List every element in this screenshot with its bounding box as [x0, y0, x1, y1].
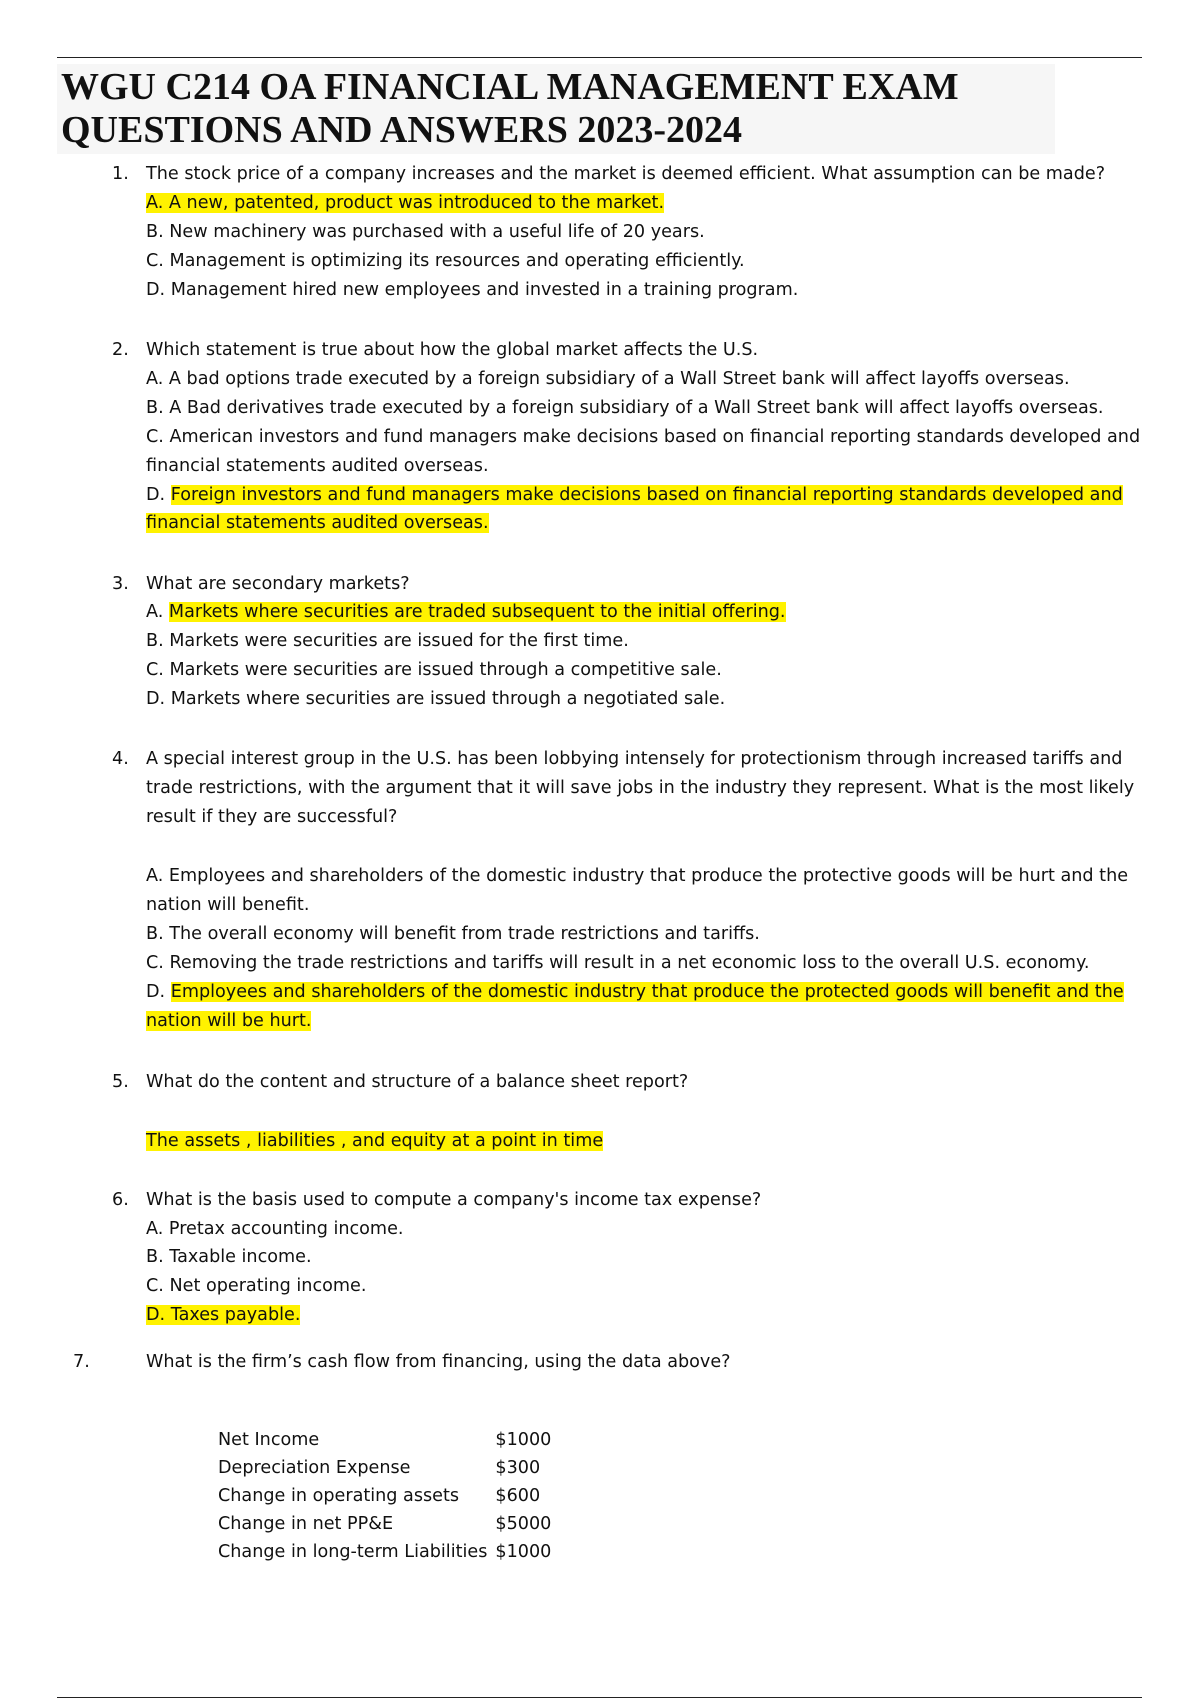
table-row [218, 1538, 551, 1566]
highlighted-answer: financial statements audited overseas. [146, 513, 489, 533]
question-text: The stock price of a company increases and the market is deemed efficient. What assumption can be made? [146, 164, 1106, 184]
bottom-rule [57, 1697, 1142, 1698]
question-text-line-2: trade restrictions, with the argument that it will save jobs in the industry they represent. What is the most likely [146, 778, 1135, 798]
highlighted-answer: Markets where securities are traded subsequent to the initial offering. [168, 602, 786, 622]
row-value: $600 [495, 1486, 541, 1506]
option-d-line-1 [146, 481, 1146, 509]
table-row [218, 1482, 551, 1510]
option-b: B. Taxable income. [146, 1247, 312, 1267]
highlighted-answer: Foreign investors and fund managers make decisions based on financial reporting standards developed and [170, 485, 1123, 505]
option-b: B. Markets were securities are issued for the first time. [146, 631, 629, 651]
top-rule [57, 57, 1142, 58]
option-c-line-2: financial statements audited overseas. [146, 456, 489, 476]
option-d-line-2 [146, 1007, 1146, 1035]
option-d: D. Management hired new employees and invested in a training program. [146, 280, 799, 300]
question-text-line-1: A special interest group in the U.S. has been lobbying intensely for protectionism through increased tariffs and [146, 749, 1123, 769]
question-text: What is the firm’s cash flow from financing, using the data above? [146, 1352, 731, 1372]
question-number: 1. [112, 164, 129, 184]
option-c: C. Management is optimizing its resources and operating efficiently. [146, 251, 745, 271]
option-c: C. Removing the trade restrictions and tariffs will result in a net economic loss to the overall U.S. economy. [146, 953, 1090, 973]
option-c: C. Markets were securities are issued through a competitive sale. [146, 660, 722, 680]
question-text: What are secondary markets? [146, 574, 410, 594]
option-c-line-1: C. American investors and fund managers make decisions based on financial reporting standards developed and [146, 427, 1141, 447]
row-label: Net Income [218, 1430, 320, 1450]
option-a: A. Pretax accounting income. [146, 1219, 404, 1239]
question-number: 6. [112, 1190, 129, 1210]
question-text: Which statement is true about how the global market affects the U.S. [146, 340, 759, 360]
question-number: 4. [112, 749, 129, 769]
financial-data-table [218, 1426, 551, 1566]
row-value: $5000 [495, 1514, 552, 1534]
question-number: 7. [73, 1352, 90, 1372]
option-c: C. Net operating income. [146, 1276, 367, 1296]
option-letter: D. [146, 485, 166, 505]
option-letter: D. [146, 982, 166, 1002]
question-text-line-3: result if they are successful? [146, 807, 398, 827]
option-a: A. A bad options trade executed by a foreign subsidiary of a Wall Street bank will affect layoffs overseas. [146, 369, 1070, 389]
table-row [218, 1454, 551, 1482]
page-title: WGU C214 OA FINANCIAL MANAGEMENT EXAM QUESTIONS AND ANSWERS 2023-2024 [57, 64, 1055, 154]
table-row [218, 1426, 551, 1454]
highlighted-answer: The assets , liabilities , and equity at a point in time [146, 1131, 604, 1151]
question-text: What do the content and structure of a balance sheet report? [146, 1072, 689, 1092]
option-letter: A. [146, 602, 164, 622]
highlighted-answer: Employees and shareholders of the domestic industry that produce the protected goods will benefit and the [170, 982, 1124, 1002]
row-label: Change in operating assets [218, 1486, 460, 1506]
row-value: $1000 [495, 1430, 552, 1450]
question-number: 5. [112, 1072, 129, 1092]
option-a [146, 598, 1146, 626]
row-value: $1000 [495, 1542, 552, 1562]
answer [146, 1127, 1146, 1155]
row-label: Change in long-term Liabilities [218, 1542, 488, 1562]
option-b: B. A Bad derivatives trade executed by a foreign subsidiary of a Wall Street bank will affect layoffs overseas. [146, 398, 1104, 418]
option-a-line-1: A. Employees and shareholders of the domestic industry that produce the protective goods will be hurt and the [146, 866, 1129, 886]
option-d-line-2 [146, 509, 1146, 537]
question-text: What is the basis used to compute a company's income tax expense? [146, 1190, 762, 1210]
option-d [146, 1301, 1146, 1329]
row-label: Depreciation Expense [218, 1458, 411, 1478]
question-number: 2. [112, 340, 129, 360]
option-a [146, 189, 1146, 217]
row-label: Change in net PP&E [218, 1514, 394, 1534]
option-a-line-2: nation will benefit. [146, 895, 310, 915]
table-row [218, 1510, 551, 1538]
option-b: B. The overall economy will benefit from trade restrictions and tariffs. [146, 924, 760, 944]
question-number: 3. [112, 574, 129, 594]
highlighted-answer: D. Taxes payable. [146, 1305, 301, 1325]
row-value: $300 [495, 1458, 541, 1478]
option-d-line-1 [146, 978, 1146, 1006]
option-b: B. New machinery was purchased with a useful life of 20 years. [146, 222, 705, 242]
highlighted-answer: A. A new, patented, product was introduced to the market. [146, 193, 665, 213]
option-d: D. Markets where securities are issued through a negotiated sale. [146, 689, 726, 709]
highlighted-answer: nation will be hurt. [146, 1011, 312, 1031]
